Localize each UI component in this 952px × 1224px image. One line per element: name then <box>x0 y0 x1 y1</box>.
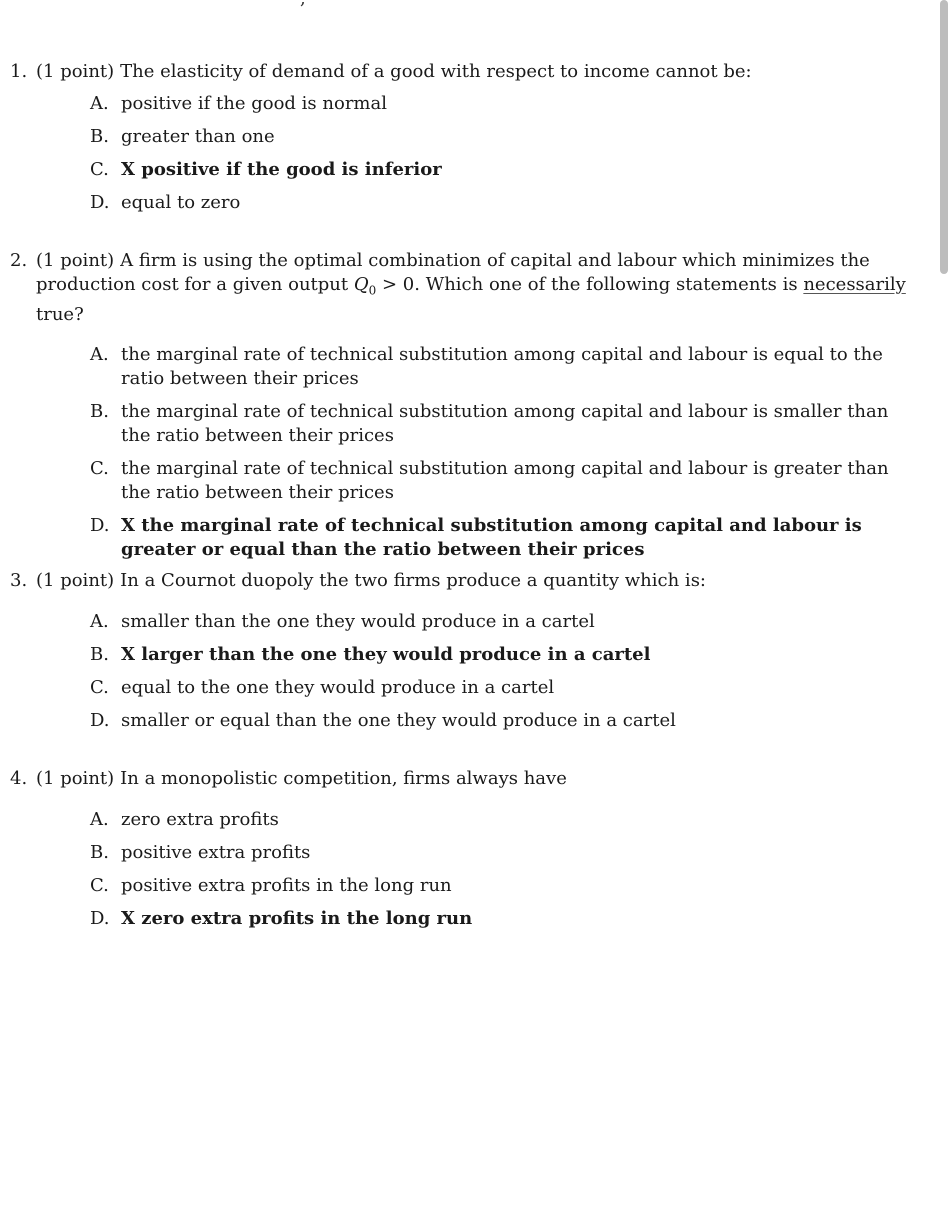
question-text: In a monopolistic competition, firms always have <box>120 768 567 789</box>
question-text: A firm is using the optimal combination of capital and labour which minimizes the production cost for a given output <box>36 250 870 295</box>
option-text: the marginal rate of technical substitution among capital and labour is equal to the ratio between their prices <box>121 343 883 389</box>
question-text: In a Cournot duopoly the two firms produce a quantity which is: <box>120 570 706 591</box>
option-text: zero extra profits <box>121 809 279 830</box>
option-d-selected-answer <box>90 514 922 562</box>
option-c <box>90 676 922 700</box>
option-text: positive if the good is normal <box>121 93 387 114</box>
question-points: (1 point) <box>36 61 115 82</box>
option-letter: B. <box>90 644 109 665</box>
option-a <box>90 92 922 116</box>
option-c <box>90 457 922 505</box>
option-letter: A. <box>90 343 109 365</box>
option-letter: B. <box>90 400 109 422</box>
question-text-cont: > 0. Which one of the following statements is <box>382 274 798 295</box>
option-letter: C. <box>90 875 109 896</box>
option-text: smaller or equal than the one they would produce in a cartel <box>121 710 676 731</box>
math-variable: Q <box>353 274 369 295</box>
option-a <box>90 343 922 391</box>
question-points: (1 point) <box>36 250 115 271</box>
scrollbar[interactable] <box>940 0 948 274</box>
option-letter: A. <box>90 809 109 830</box>
option-letter: D. <box>90 514 110 536</box>
question-number: 1. <box>10 61 28 82</box>
option-c-selected-answer <box>90 158 922 182</box>
option-d-selected-answer <box>90 907 922 931</box>
question-3 <box>10 569 922 742</box>
option-letter: C. <box>90 457 109 479</box>
option-text: smaller than the one they would produce in a cartel <box>121 611 595 632</box>
option-b <box>90 125 922 149</box>
option-text: X larger than the one they would produce in a cartel <box>121 644 651 665</box>
question-points: (1 point) <box>36 570 115 591</box>
question-number: 4. <box>10 768 28 789</box>
question-points: (1 point) <box>36 768 115 789</box>
question-number: 3. <box>10 570 28 591</box>
option-letter: D. <box>90 710 110 731</box>
option-text: greater than one <box>121 126 275 147</box>
option-letter: B. <box>90 126 109 147</box>
option-c <box>90 874 922 898</box>
option-text: equal to the one they would produce in a cartel <box>121 677 555 698</box>
cut-off-top-text <box>300 0 500 4</box>
question-1 <box>10 60 922 224</box>
question-text: The elasticity of demand of a good with respect to income cannot be: <box>120 61 752 82</box>
question-4 <box>10 767 922 940</box>
option-b-selected-answer <box>90 643 922 667</box>
option-d <box>90 709 922 733</box>
math-subscript: 0 <box>368 283 377 298</box>
option-d <box>90 191 922 215</box>
option-text: equal to zero <box>121 192 241 213</box>
question-number: 2. <box>10 250 28 271</box>
option-letter: C. <box>90 159 109 180</box>
option-text: positive extra profits <box>121 842 311 863</box>
option-letter: B. <box>90 842 109 863</box>
question-2 <box>10 249 922 571</box>
option-letter: D. <box>90 908 110 929</box>
option-text: the marginal rate of technical substitution among capital and labour is greater than the ratio between their prices <box>121 457 889 503</box>
option-a <box>90 610 922 634</box>
option-text: positive extra profits in the long run <box>121 875 452 896</box>
option-letter: D. <box>90 192 110 213</box>
option-text: X the marginal rate of technical substitution among capital and labour is greater or equal than the ratio between their prices <box>121 514 862 560</box>
option-text: X positive if the good is inferior <box>121 159 442 180</box>
underlined-word: necessarily <box>803 274 906 295</box>
option-text: the marginal rate of technical substitution among capital and labour is smaller than the ratio between their prices <box>121 400 889 446</box>
option-b <box>90 841 922 865</box>
question-text-end: true? <box>36 303 84 325</box>
option-a <box>90 808 922 832</box>
option-letter: A. <box>90 93 109 114</box>
option-b <box>90 400 922 448</box>
option-text: X zero extra profits in the long run <box>121 908 473 929</box>
option-letter: C. <box>90 677 109 698</box>
option-letter: A. <box>90 611 109 632</box>
